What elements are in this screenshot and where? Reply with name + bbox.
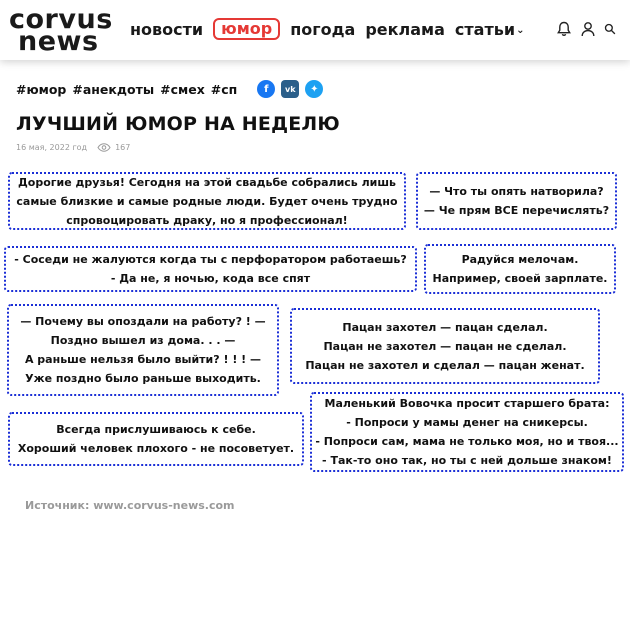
chevron-down-icon: ⌄ [516, 24, 525, 36]
joke-line: Пацан захотел — пацан сделал. [342, 320, 548, 334]
facebook-icon[interactable]: f [257, 80, 275, 98]
nav-item-weather[interactable]: погода [290, 19, 356, 39]
joke-line: - Соседи не жалуются когда ты с перфоратором работаешь? [14, 253, 407, 266]
joke-line: Дорогие друзья! Сегодня на этой свадьбе собрались лишь [17, 175, 396, 189]
joke-card [4, 246, 417, 292]
tag-humor[interactable]: #юмор [16, 81, 67, 97]
joke-line: Пацан не захотел и сделал — пацан женат. [305, 358, 585, 372]
nav-item-articles-label: статьи [454, 19, 516, 39]
joke-line: Всегда прислушиваюсь к себе. [56, 423, 256, 436]
joke-card [7, 304, 279, 396]
joke-line: Маленький Вовочка просит старшего брата: [324, 397, 610, 410]
joke-line: - Так-то оно так, но ты с ней дольше знаком! [322, 454, 612, 467]
joke-line: Хороший человек плохого - не посоветует. [17, 442, 295, 455]
joke-line: спровоцировать драку, но я профессионал! [66, 213, 348, 227]
tags-bar [16, 80, 323, 98]
joke-line: Например, своей зарплате. [432, 272, 608, 285]
article-title: ЛУЧШИЙ ЮМОР НА НЕДЕЛЮ [16, 113, 340, 135]
article-date: 16 мая, 2022 год [16, 143, 88, 152]
joke-line: - Да не, я ночью, кода все спят [110, 272, 311, 285]
vk-icon[interactable]: vk [281, 80, 299, 98]
joke-line: Уже поздно было раньше выходить. [25, 372, 261, 385]
joke-card [424, 244, 616, 294]
joke-line: — Что ты опять натворила? [429, 185, 604, 198]
share-buttons [257, 80, 323, 98]
nav-item-articles[interactable] [455, 20, 525, 39]
main-nav [130, 18, 524, 40]
logo-line-1: corvus [9, 4, 113, 35]
joke-line: Радуйся мелочам. [461, 253, 579, 266]
joke-card [416, 172, 617, 230]
header-icons [556, 21, 616, 37]
joke-line: А раньше нельзя было выйти? ! ! ! — [24, 353, 262, 366]
source-note: Источник: www.corvus-news.com [25, 499, 235, 512]
site-logo[interactable] [9, 4, 113, 57]
joke-line: — Че прям ВСЕ перечислять? [423, 204, 610, 217]
nav-item-news[interactable]: новости [130, 19, 204, 39]
logo-line-2: news [18, 26, 99, 57]
joke-line: - Попроси сам, мама не только моя, но и твоя... [315, 435, 619, 448]
joke-line: самые близкие и самые родные люди. Будет очень трудно [16, 194, 398, 208]
eye-icon [97, 143, 111, 152]
joke-line: Пацан не захотел — пацан не сделал. [323, 339, 567, 353]
twitter-icon[interactable]: ✦ [305, 80, 323, 98]
search-icon[interactable] [604, 23, 616, 35]
joke-card [8, 412, 304, 466]
tag-jokes[interactable]: #анекдоты [72, 81, 155, 97]
bell-icon[interactable] [556, 21, 572, 37]
joke-line: Поздно вышел из дома. . . — [50, 334, 236, 347]
user-icon[interactable] [580, 21, 596, 37]
views-count: 167 [115, 143, 131, 152]
article-meta [16, 143, 130, 152]
nav-item-humor[interactable]: юмор [213, 18, 280, 40]
site-header [0, 0, 630, 60]
joke-card [290, 308, 600, 384]
joke-card [310, 392, 624, 472]
views-counter [97, 143, 130, 152]
nav-item-ads[interactable]: реклама [365, 19, 445, 39]
joke-card [8, 172, 406, 230]
joke-line: - Попроси у мамы денег на сникерсы. [346, 416, 588, 429]
tag-laughter[interactable]: #смех [160, 81, 205, 97]
tag-sp[interactable]: #сп [210, 81, 238, 97]
joke-line: — Почему вы опоздали на работу? ! — [20, 315, 266, 328]
